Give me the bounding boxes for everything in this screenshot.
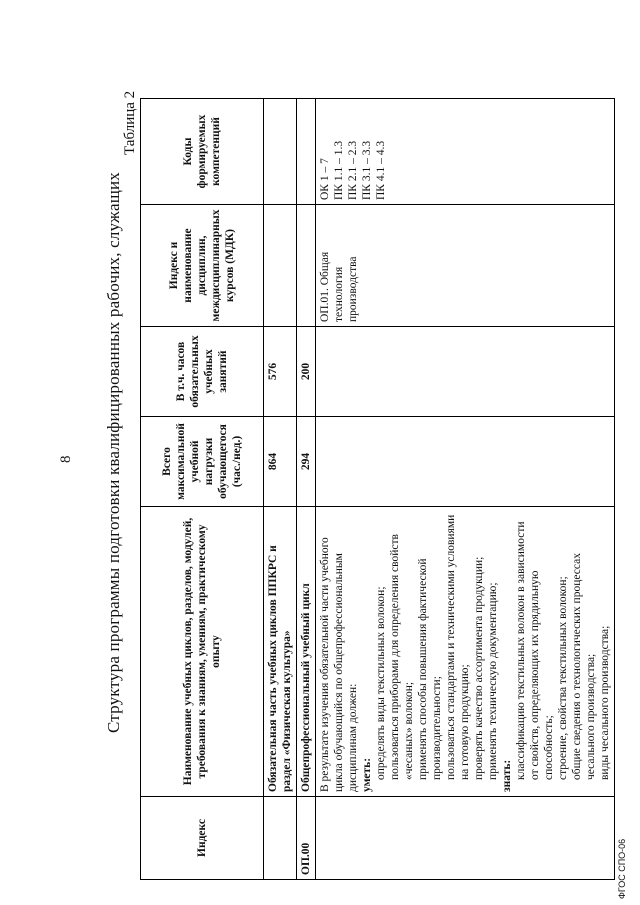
header-row [141,99,264,880]
list-item: проверять качество ассортимента продукции; [473,556,486,780]
header-mandatory: В т.ч. часов обязательных учебных занятий [141,327,264,417]
table-row [316,99,615,880]
znat-label: знать: [501,759,514,792]
list-item: определять виды текстильных волокон; [375,586,388,780]
header-total: Всего максимальной учебной нагрузки обучающегося (час./нед.) [141,417,264,507]
page-number: 8 [58,455,74,463]
list-item: виды чесального производства; [599,625,612,780]
row-op01-competencies [316,99,615,205]
list-item: строение, свойства текстильных волокон; [557,576,570,780]
row-op-mandatory: 200 [297,327,316,417]
table-row [297,99,316,880]
table-row [264,99,297,880]
header-disciplines: Индекс и наименование дисциплин, междисциплинарных курсов (МДК) [141,205,264,327]
row-op-name: Общепрофессиональный учебный цикл [297,507,316,797]
row-total-name: Обязательная часть учебных циклов ППКРС и раздел «Физическая культура» [264,507,297,797]
competency-code: ПК 1.1 – 1.3 [333,140,346,200]
competency-code: ПК 3.1 – 3.3 [361,140,374,200]
header-name: Наименование учебных циклов, разделов, модулей, требования к знаниям, умениям, практическому опыту [141,507,264,797]
row-op-index: ОП.00 [297,797,316,880]
list-item: пользоваться стандартами и техническими условиями на готовую продукцию; [445,514,472,780]
row-op01-discipline: ОП.01. Общая технология производства [316,205,615,327]
header-index: Индекс [141,797,264,880]
competency-code: ОК 1 – 7 [319,158,332,200]
list-item: применять техническую документацию; [487,582,500,780]
intro-text: В результате изучения обязательной части учебного цикла обучающийся по общепрофессиональным дисциплинам должен: [319,537,360,792]
list-item: общие сведения о технологических процессах чесального производства; [571,553,598,780]
document-code: ФГОС СПО-06 [617,838,627,899]
competency-code: ПК 4.1 – 4.3 [375,140,388,200]
row-op01-description [316,507,615,797]
list-item: применять способы повышения фактической производительности; [417,558,444,780]
row-total-hours: 864 [264,417,297,507]
document-title: Структура программы подготовки квалифицированных рабочих, служащих [104,171,123,734]
list-item: классификацию текстильных волокон в зависимости от свойств, определяющих их прядильную способность; [515,521,556,780]
row-op-total: 294 [297,417,316,507]
header-competencies: Коды формируемых компетенций [141,99,264,205]
row-total-mandatory: 576 [264,327,297,417]
table-label: Таблица 2 [122,90,138,155]
program-structure-table [140,98,615,880]
list-item: пользоваться приборами для определения свойств «чесаных» волокон; [389,534,416,780]
competency-code: ПК 2.1 – 2.3 [347,140,360,200]
umet-label: уметь: [361,757,374,792]
